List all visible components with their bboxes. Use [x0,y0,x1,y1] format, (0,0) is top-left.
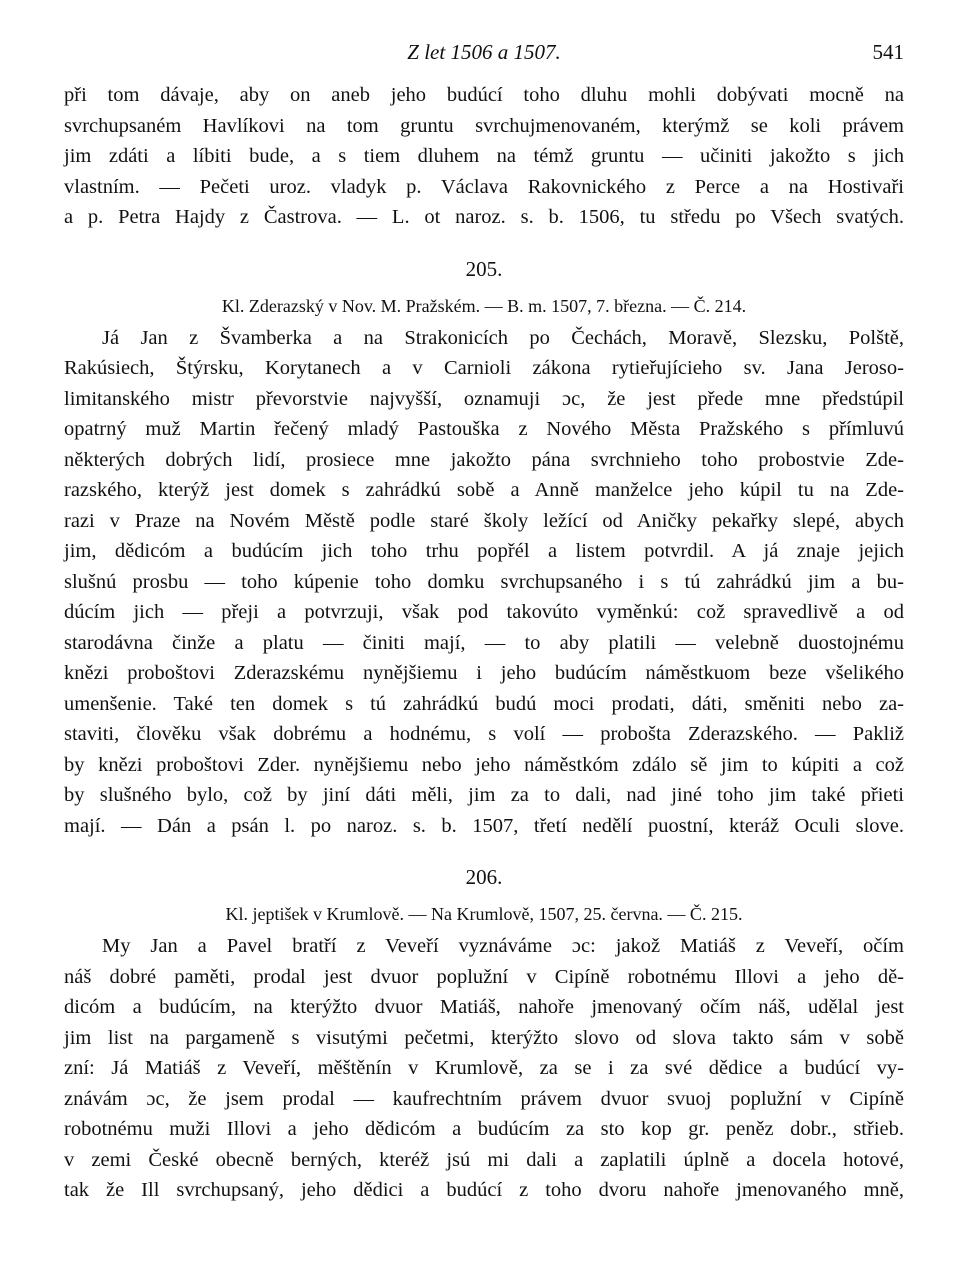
text-line: umenšenie. Také ten domek s tú zahrádkú budú moci prodati, dáti, směniti nebo za- [64,692,904,715]
document-page [64,40,904,1206]
text-line: by slušného bylo, což by jiní dáti měli, jim za to dali, nad jiné toho jim také přieti [64,784,904,806]
text-line: jim zdáti a líbiti bude, a s tiem dluhem na témž gruntu — učiniti jakožto s jich [64,145,904,167]
text-line: v zemi České obecně berných, kteréž jsú mi dali a zaplatili úplně a docela hotové, [64,1148,904,1171]
text-line: dúcím jich — přeji a potvrzuji, však pod takovúto vyměnkú: což spravedlivě a od [64,601,904,623]
text-line: jim list na pargameně s visutými pečetmi, kterýžto slovo od slova takto sám v sobě [64,1026,904,1049]
text-line: svrchupsaném Havlíkovi na tom gruntu svrchujmenovaném, kterýmž se koli právem [64,114,904,137]
text-line: knězi proboštovi Zderazskému nynějšiemu i jeho budúcím náměstkuom beze všelikého [64,662,904,684]
continuation-paragraph [64,80,904,233]
document-body [64,323,904,842]
text-line: razi v Praze na Novém Městě podle staré školy ležící od Aničky pekařky slepé, abych [64,509,904,532]
document-number: 205. [465,256,503,281]
document-number: 206. [465,865,503,889]
text-line: razského, kterýž jest domek s zahrádkú sobě a Anně manželce jeho kúpil tu na Zde- [64,479,904,501]
text-line: robotnému muži Illovi a jeho dědicóm a budúcím za sto kop gr. peněz dobr., střieb. [64,1118,904,1140]
text-line: při tom dávaje, aby on aneb jeho budúcí toho dluhu mohli dobývati mocně na [64,84,904,106]
text-line: opatrný muž Martin řečený mladý Pastouška z Nového Města Pražského s přímluvú [64,418,904,440]
text-line: starodávna činže a platu — činiti mají, — to aby platili — velebně duostojnému [64,631,904,654]
document-body [64,931,904,1206]
page-number: 541 [872,40,904,64]
text-line: některých dobrých lidí, prosiece mne jakožto pána svrchnieho toho probostvie Zde- [64,448,904,471]
text-line: vlastním. — Pečeti uroz. vladyk p. Václava Rakovnického z Perce a na Hostivaři [64,175,904,198]
text-line: náš dobré paměti, prodal jest dvuor poplužní v Cipíně robotnému Illovi a jeho dě- [64,965,904,988]
text-line: mají. — Dán a psán l. po naroz. s. b. 1507, třetí nedělí puostní, kteráž Oculi slove. [64,814,904,837]
text-line: staviti, člověku však dobrému a hodnému, s volí — probošta Zderazského. — Pakliž [64,723,904,745]
text-line: Já Jan z Švamberka a na Strakonicích po Čechách, Moravě, Slezsku, Polště, [102,326,904,349]
text-line: Rakúsiech, Štýrsku, Korytanech a v Carnioli zákona rytieřujícieho sv. Jana Jeroso- [64,357,904,379]
text-line: by knězi proboštovi Zder. nynějšiemu nebo jeho náměstkóm zdálo sě jim to kúpiti a což [64,753,904,776]
text-line: My Jan a Pavel bratří z Veveří vyznáváme ɔc: jakož Matiáš z Veveří, očím [102,935,904,957]
text-line: jim, dědicóm a budúcím jich toho trhu popřél a listem potvrdil. A já znaje jejich [64,540,904,562]
text-line: slušnú prosbu — toho kúpenie toho domku svrchupsaného i s tú zahrádkú jim a bu- [64,570,904,593]
document-regest: Kl. Zderazský v Nov. M. Pražském. — B. m. 1507, 7. března. — Č. 214. [221,295,747,316]
document-regest: Kl. jeptišek v Krumlově. — Na Krumlově, 1507, 25. června. — Č. 215. [225,904,743,924]
page-header [64,40,904,80]
text-line: zní: Já Matiáš z Veveří, měštěnín v Krumlově, za se i za své dědice a budúcí vy- [64,1057,904,1079]
text-line: a p. Petra Hajdy z Častrova. — L. ot naroz. s. b. 1506, tu středu po Všech svatých. [64,206,904,228]
text-line: tak že Ill svrchupsaný, jeho dědici a budúcí z toho dvoru nahoře jmenovaného mně, [64,1179,904,1201]
running-title: Z let 1506 a 1507. [407,40,561,64]
text-line: znávám ɔc, že jsem prodal — kaufrechtním právem dvuor svuoj poplužní v Cipíně [64,1087,904,1110]
text-line: limitanského mistr převorstvie najvyšší, oznamuji ɔc, že jest přede mne předstúpil [64,387,904,410]
text-line: dicóm a budúcím, na kterýžto dvuor Matiáš, nahoře jmenovaný očím náš, udělal jest [64,996,904,1018]
